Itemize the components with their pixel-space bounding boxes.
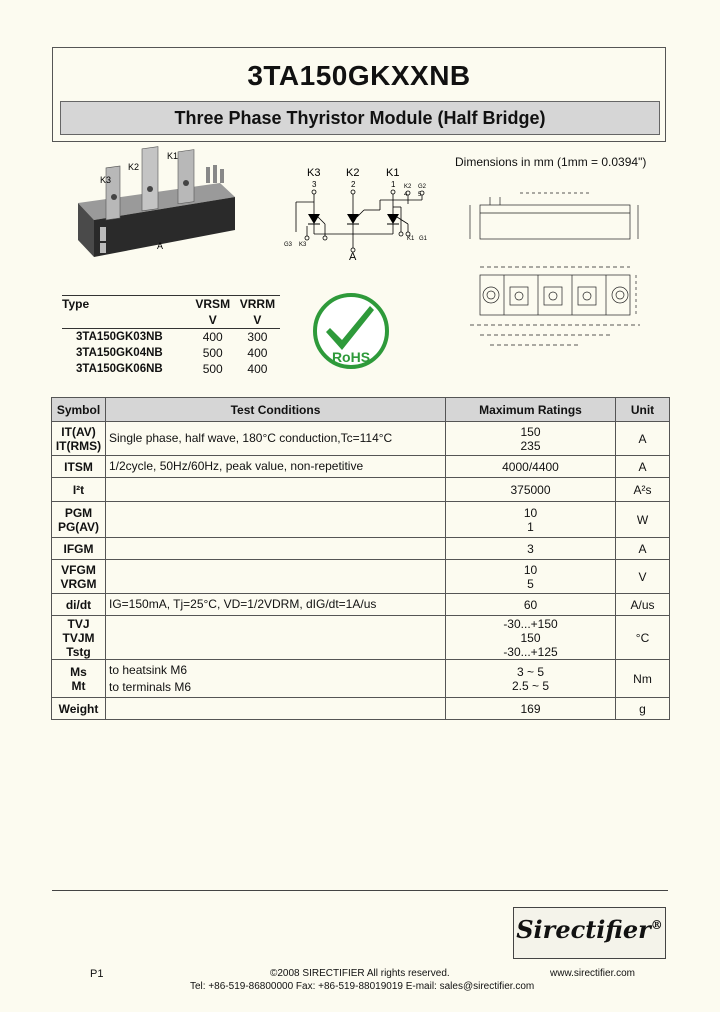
- ratings-row: [52, 538, 670, 560]
- schematic-pin-g1: G1: [419, 236, 428, 242]
- ratings-row: [52, 660, 670, 698]
- schematic-num-2: 2: [351, 180, 356, 189]
- ratings-row: [52, 594, 670, 616]
- conditions-header: Test Conditions: [106, 398, 446, 422]
- rating-conditions: [106, 502, 446, 538]
- rating-value: -30...+150 150 -30...+125: [446, 616, 616, 660]
- type-row: 3TA150GK03NB 400 300: [76, 330, 268, 344]
- ratings-row: [52, 616, 670, 660]
- photo-label-k1: K1: [167, 151, 179, 161]
- unit-header: Unit: [616, 398, 670, 422]
- max-ratings-header: Maximum Ratings: [446, 398, 616, 422]
- page-number: P1: [90, 968, 104, 980]
- rating-value: 169: [446, 698, 616, 720]
- schematic-num-3: 3: [312, 180, 317, 189]
- vrsm-header: VRSM: [191, 296, 235, 313]
- schematic-label-k2: K2: [346, 167, 360, 179]
- rating-unit: A: [616, 422, 670, 456]
- brand-logo-text: Sirectifier®: [516, 915, 663, 944]
- schematic-label-k1: K1: [386, 167, 400, 179]
- ratings-row: [52, 698, 670, 720]
- rating-symbol: VFGM VRGM: [52, 560, 106, 594]
- rating-value: 3 ~ 5 2.5 ~ 5: [446, 660, 616, 698]
- vrrm-header: VRRM: [235, 296, 280, 313]
- footer-divider: [52, 890, 668, 891]
- ratings-row: [52, 502, 670, 538]
- copyright: ©2008 SIRECTIFIER All rights reserved.: [270, 968, 450, 979]
- rating-symbol: Weight: [52, 698, 106, 720]
- schematic-num-4: 4: [404, 192, 408, 198]
- rating-unit: g: [616, 698, 670, 720]
- rating-conditions: 1/2cycle, 50Hz/60Hz, peak value, non-repetitive: [106, 456, 446, 478]
- type-row: 3TA150GK06NB 500 400: [76, 362, 268, 376]
- dimensions-note: Dimensions in mm (1mm = 0.0394"): [455, 155, 647, 169]
- photo-label-a: A: [157, 241, 164, 251]
- schematic-pin-k3: K3: [299, 242, 307, 248]
- vrsm-unit: V: [191, 312, 235, 329]
- rating-value: 60: [446, 594, 616, 616]
- rating-conditions: IG=150mA, Tj=25°C, VD=1/2VDRM, dIG/dt=1A/us: [106, 594, 446, 616]
- rating-symbol: IFGM: [52, 538, 106, 560]
- rating-conditions: to heatsink M6 to terminals M6: [106, 660, 446, 698]
- rating-unit: A²s: [616, 478, 670, 502]
- subtitle-bar: Three Phase Thyristor Module (Half Bridge): [60, 101, 660, 135]
- schematic-num-1: 1: [391, 180, 396, 189]
- circuit-schematic: [280, 162, 440, 262]
- ratings-row: [52, 456, 670, 478]
- rating-conditions: [106, 538, 446, 560]
- rating-symbol: ITSM: [52, 456, 106, 478]
- rating-unit: W: [616, 502, 670, 538]
- rating-value: 10 5: [446, 560, 616, 594]
- rating-conditions: [106, 698, 446, 720]
- rating-symbol: TVJ TVJM Tstg: [52, 616, 106, 660]
- ratings-row: [52, 478, 670, 502]
- rohs-badge: [312, 292, 390, 370]
- module-photo: [70, 145, 245, 265]
- schematic-pin-g2: G2: [418, 184, 427, 190]
- ratings-row: [52, 560, 670, 594]
- rating-symbol: di/dt: [52, 594, 106, 616]
- rating-symbol: PGM PG(AV): [52, 502, 106, 538]
- page-title: 3TA150GKXXNB: [247, 60, 471, 91]
- rating-unit: °C: [616, 616, 670, 660]
- schematic-num-5: 5: [418, 192, 422, 198]
- rating-conditions: [106, 478, 446, 502]
- rating-symbol: I²t: [52, 478, 106, 502]
- dimension-drawing: [460, 175, 660, 355]
- rating-value: 10 1: [446, 502, 616, 538]
- rating-symbol: IT(AV) IT(RMS): [52, 422, 106, 456]
- schematic-label-k3: K3: [307, 167, 321, 179]
- rating-unit: A: [616, 456, 670, 478]
- symbol-header: Symbol: [52, 398, 106, 422]
- rating-unit: Nm: [616, 660, 670, 698]
- type-row: 3TA150GK04NB 500 400: [76, 346, 268, 360]
- schematic-pin-g3: G3: [284, 242, 293, 248]
- rating-value: 375000: [446, 478, 616, 502]
- schematic-pin-k2: K2: [404, 184, 412, 190]
- type-table: [62, 295, 280, 377]
- rating-unit: A: [616, 538, 670, 560]
- schematic-pin-k1: K1: [407, 236, 415, 242]
- rating-value: 3: [446, 538, 616, 560]
- contact-info: Tel: +86-519-86800000 Fax: +86-519-88019019 E-mail: sales@sirectifier.com: [190, 981, 535, 992]
- ratings-table: [51, 397, 670, 720]
- rating-unit: A/us: [616, 594, 670, 616]
- vrrm-unit: V: [235, 312, 280, 329]
- rating-conditions: [106, 560, 446, 594]
- photo-label-k2: K2: [128, 162, 140, 172]
- rohs-label: RoHS: [331, 349, 371, 365]
- type-header: Type: [62, 296, 191, 313]
- website-link[interactable]: www.sirectifier.com: [550, 968, 636, 979]
- ratings-row: [52, 422, 670, 456]
- rating-value: 4000/4400: [446, 456, 616, 478]
- rating-symbol: Ms Mt: [52, 660, 106, 698]
- photo-label-k3: K3: [100, 175, 112, 185]
- schematic-label-a: A: [349, 251, 357, 262]
- rating-conditions: [106, 616, 446, 660]
- rating-unit: V: [616, 560, 670, 594]
- rating-value: 150 235: [446, 422, 616, 456]
- rating-conditions: Single phase, half wave, 180°C conduction,Tc=114°C: [106, 422, 446, 456]
